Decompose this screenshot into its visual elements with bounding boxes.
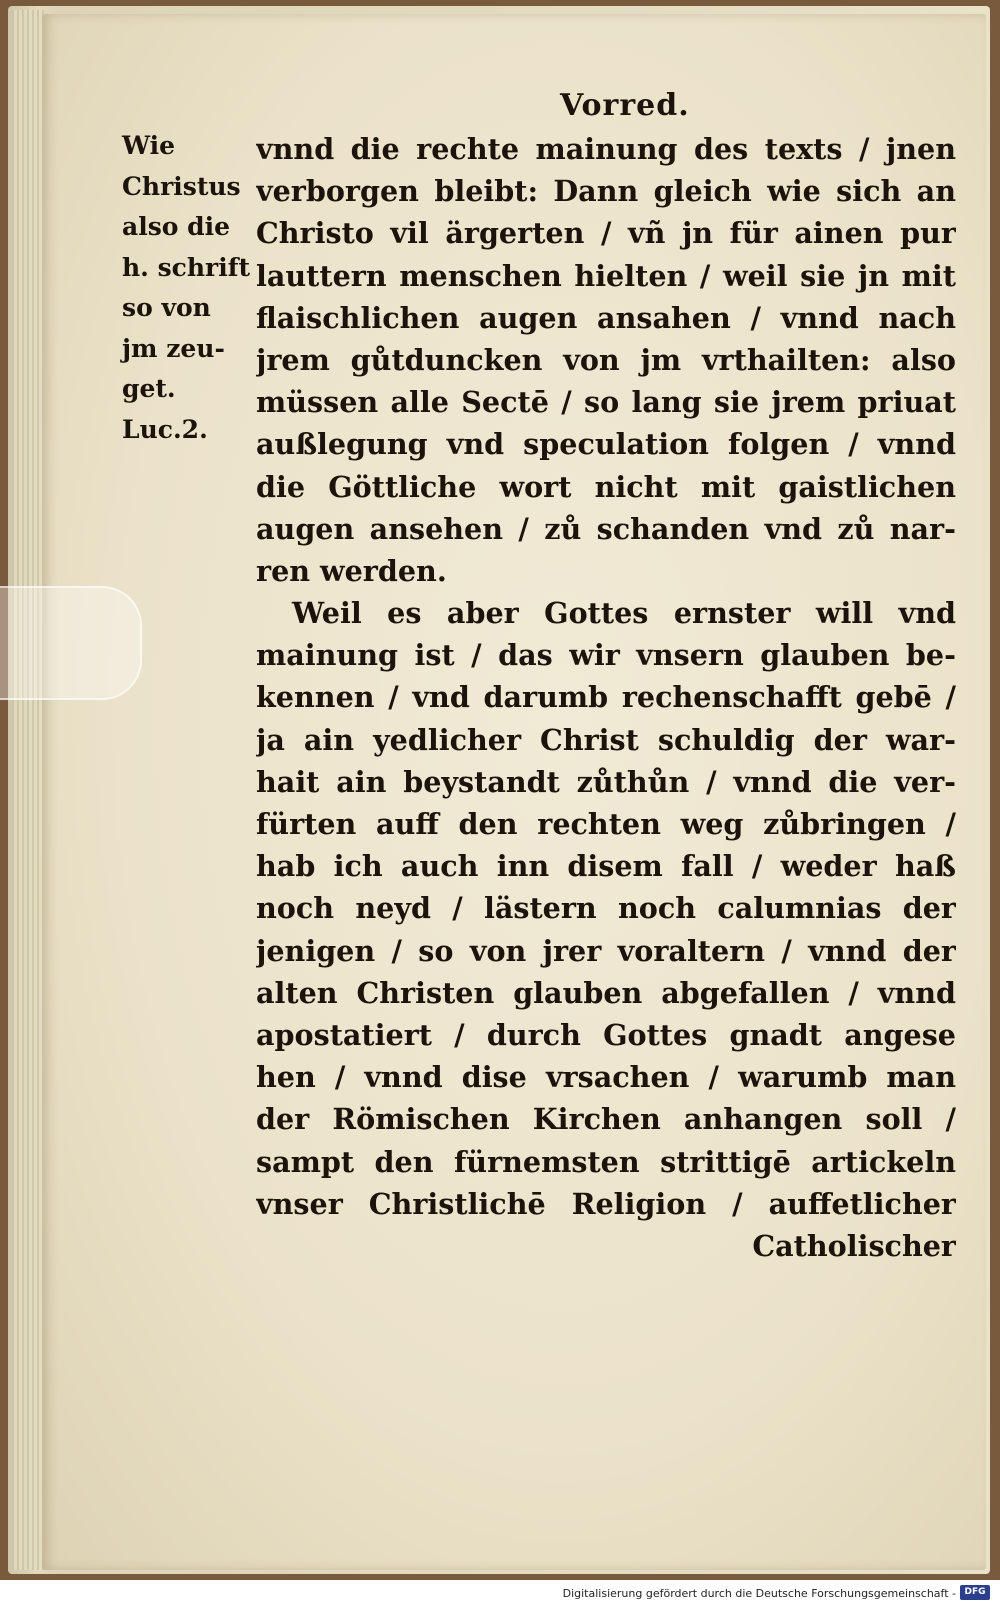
text-line: verborgen bleibt: Dann gleich wie sich an [256,174,956,209]
text-line: der Römischen Kirchen anhangen soll / [256,1102,956,1137]
text-line: hab ich auch inn disem fall / weder haß [256,849,956,884]
text-line: hait ain beystandt zůthůn / vnnd die ver- [256,764,956,799]
marginal-note [122,126,262,450]
text-line: ren werden. [256,553,447,588]
marginal-note-line: h. schrift [122,252,251,282]
text-line: jenigen / so von jrer voraltern / vnnd der [256,933,956,968]
text-line: sampt den fürnemsten strittigē artickeln [256,1144,956,1179]
text-line: lauttern menschen hielten / weil sie jn mit [256,258,956,293]
text-line: fürten auff den rechten weg zůbringen / [256,807,956,841]
running-head: Vorred. [560,88,690,123]
marginal-note-line: Luc.2. [122,414,208,444]
text-line: jrem gůtduncken von jm vrthailten: also [256,342,956,377]
text-line: vnnd die rechte mainung des texts / jnen [256,132,956,166]
text-line: die Göttliche wort nicht mit gaistlichen [256,469,956,504]
text-line: vnser Christlichē Religion / auffetlicher [256,1186,956,1221]
page-stack-edges [12,10,44,1570]
marginal-note-line: Christus [122,171,241,201]
dfg-logo: DFG [960,1585,990,1600]
text-line: noch neyd / lästern noch calumnias der [256,891,956,926]
text-line: ja ain yedlicher Christ schuldig der war- [256,722,956,757]
text-line: Christo vil ärgerten / vñ jn für ainen pur [256,216,956,251]
text-line: mainung ist / das wir vnsern glauben be- [256,638,956,673]
marginal-note-line: get. [122,374,176,403]
catchword: Catholischer [752,1228,956,1263]
text-line: müssen alle Sectē / so lang sie jrem priuat [256,385,956,420]
footer-bar [0,1580,1000,1611]
text-line: Weil es aber Gottes ernster will vnd [292,596,956,631]
funding-credit: Digitalisierung gefördert durch die Deutsche Forschungsgemeinschaft - [562,1587,956,1600]
marginal-note-line: Wie [122,131,176,160]
glass-clip [0,586,142,700]
text-line: alten Christen glauben abgefallen / vnnd [256,975,956,1010]
text-line: hen / vnnd dise vrsachen / warumb man [256,1060,956,1095]
marginal-note-line: so von [122,293,211,322]
text-line: flaischlichen augen ansahen / vnnd nach [256,300,956,335]
marginal-note-line: jm zeu- [122,333,225,363]
marginal-note-line: also die [122,212,231,241]
text-line: apostatiert / durch Gottes gnadt angese [256,1017,956,1052]
body-text [256,128,956,1267]
text-line: augen ansehen / zů schanden vnd zů nar- [256,511,956,546]
text-line: kennen / vnd darumb rechenschafft gebē / [256,680,956,715]
text-line: außlegung vnd speculation folgen / vnnd [256,427,956,462]
